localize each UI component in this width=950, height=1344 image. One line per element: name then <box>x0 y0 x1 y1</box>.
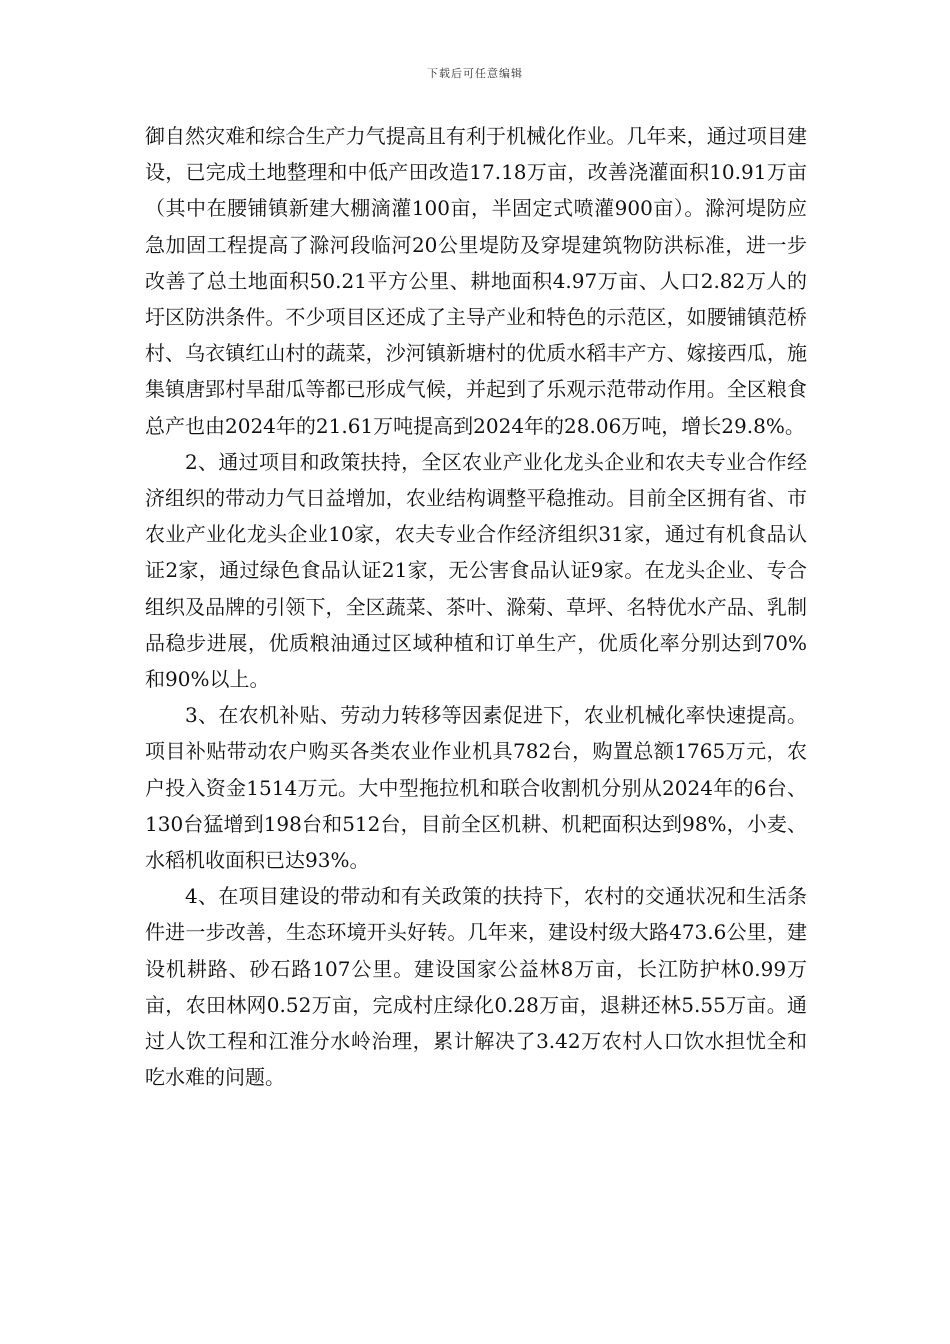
paragraph-item-2: 2、通过项目和政策扶持，全区农业产业化龙头企业和农夫专业合作经济组织的带动力气日益增加，农业结构调整平稳推动。目前全区拥有省、市农业产业化龙头企业10家，农夫专业合作经济组织31家，通过有机食品认证2家，通过绿色食品认证21家，无公害食品认证9家。在龙头企业、专合组织及品牌的引领下，全区蔬菜、茶叶、滁菊、草坪、名特优水产品、乳制品稳步进展，优质粮油通过区域种植和订单生产，优质化率分别达到70%和90%以上。 <box>145 449 807 692</box>
page-header-note: 下载后可任意编辑 <box>427 67 523 80</box>
paragraph-item-4: 4、在项目建设的带动和有关政策的扶持下，农村的交通状况和生活条件进一步改善，生态环境开头好转。几年来，建设村级大路473.6公里，建设机耕路、砂石路107公里。建设国家公益林8万亩，长江防护林0.99万亩，农田林网0.52万亩，完成村庄绿化0.28万亩，退耕还林5.55万亩。通过人饮工程和江淮分水岭治理，累计解决了3.42万农村人口饮水担忧全和吃水难的问题。 <box>145 884 807 1090</box>
paragraph-continued: 御自然灾难和综合生产力气提高且有利于机械化作业。几年来，通过项目建设，已完成土地整理和中低产田改造17.18万亩，改善浇灌面积10.91万亩（其中在腰铺镇新建大棚滴灌100亩，半固定式喷灌900亩）。滁河堤防应急加固工程提高了滁河段临河20公里堤防及穿堤建筑物防洪标准，进一步改善了总土地面积50.21平方公里、耕地面积4.97万亩、人口2.82万人的圩区防洪条件。不少项目区还成了主导产业和特色的示范区，如腰铺镇范桥村、乌衣镇红山村的蔬菜，沙河镇新塘村的优质水稻丰产方、嫁接西瓜，施集镇唐郢村旱甜瓜等都已形成气候，并起到了乐观示范带动作用。全区粮食总产也由2024年的21.61万吨提高到2024年的28.06万吨，增长29.8%。 <box>145 124 807 438</box>
document-body <box>145 118 807 1095</box>
paragraph-item-3: 3、在农机补贴、劳动力转移等因素促进下，农业机械化率快速提高。项目补贴带动农户购买各类农业作业机具782台，购置总额1765万元，农户投入资金1514万元。大中型拖拉机和联合收割机分别从2024年的6台、130台猛增到198台和512台，目前全区机耕、机耙面积达到98%，小麦、水稻机收面积已达93%。 <box>145 703 807 873</box>
